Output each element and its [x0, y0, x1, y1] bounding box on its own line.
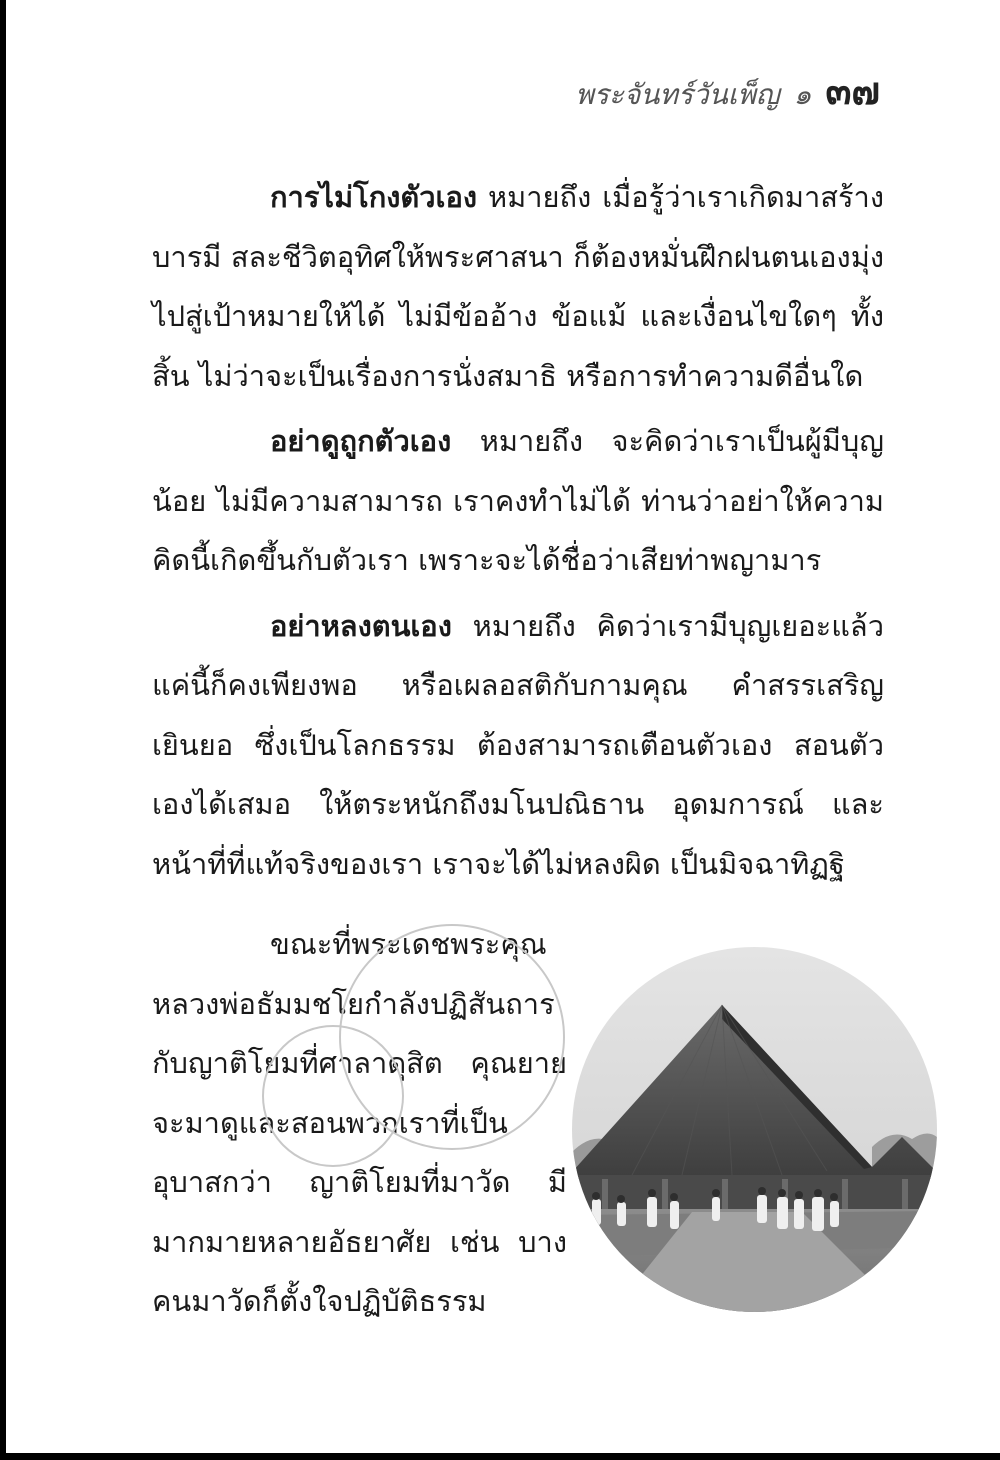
term-not-deluding-self: อย่าหลงตนเอง	[270, 608, 452, 643]
volume-number: ๑	[793, 78, 812, 111]
term-not-belittling-self: อย่าดูถูกตัวเอง	[270, 424, 452, 458]
sala-dusit-illustration	[572, 947, 937, 1312]
body-text	[152, 168, 884, 894]
page-number: ๓๗	[825, 68, 880, 113]
page-left-border	[0, 0, 6, 1460]
paragraph-text: หมายถึง จะคิดว่าเราเป็นผู้มีบุญน้อย ไม่มีความสามารถ เราคงทำไม่ได้ ท่านว่าอย่าให้ความคิดนี้เกิดขึ้นกับตัวเรา เพราะจะได้ชื่อว่าเสียท่าพญามาร	[152, 424, 884, 577]
paragraph-caption-story: ขณะที่พระเดชพระคุณหลวงพ่อธัมมชโยกำลังปฏิสันถารกับญาติโยมที่ศาลาดุสิต คุณยายจะมาดูและสอนพวกเราที่เป็นอุบาสกว่า ญาติโยมที่มาวัด มีมากมายหลายอัธยาศัย เช่น บางคนมาวัดก็ตั้งใจปฏิบัติธรรม	[152, 927, 567, 1318]
paragraph-not-deluding-self	[152, 597, 884, 895]
paragraph-text: หมายถึง คิดว่าเรามีบุญเยอะแล้วแค่นี้ก็คงเพียงพอ หรือเผลอสติกับกามคุณ คำสรรเสริญเยินยอ ซึ่งเป็นโลกธรรม ต้องสามารถเตือนตัวเอง สอนตัวเองได้เสมอ ให้ตระหนักถึงมโนปณิธาน อุดมการณ์ และหน้าที่ที่แท้จริงของเรา เราจะได้ไม่หลงผิด เป็นมิจฉาทิฏฐิ	[152, 608, 884, 881]
running-header	[575, 60, 880, 121]
term-not-cheating-self: การไม่โกงตัวเอง	[270, 180, 478, 214]
page-bottom-border	[0, 1453, 1000, 1460]
book-title: พระจันทร์วันเพ็ญ	[575, 78, 780, 111]
paragraph-text: หมายถึง เมื่อรู้ว่าเราเกิดมาสร้างบารมี สละชีวิตอุทิศให้พระศาสนา ก็ต้องหมั่นฝึกฝนตนเองมุ่งไปสู่เป้าหมายให้ได้ ไม่มีข้ออ้าง ข้อแม้ และเงื่อนไขใดๆ ทั้งสิ้น ไม่ว่าจะเป็นเรื่องการนั่งสมาธิ หรือการทำความดีอื่นใด	[152, 180, 884, 393]
sala-dusit-photo	[572, 947, 937, 1312]
paragraph-not-cheating-self	[152, 168, 884, 406]
paragraph-not-belittling-self	[152, 412, 884, 591]
photo-wrapped-text	[152, 915, 567, 1332]
